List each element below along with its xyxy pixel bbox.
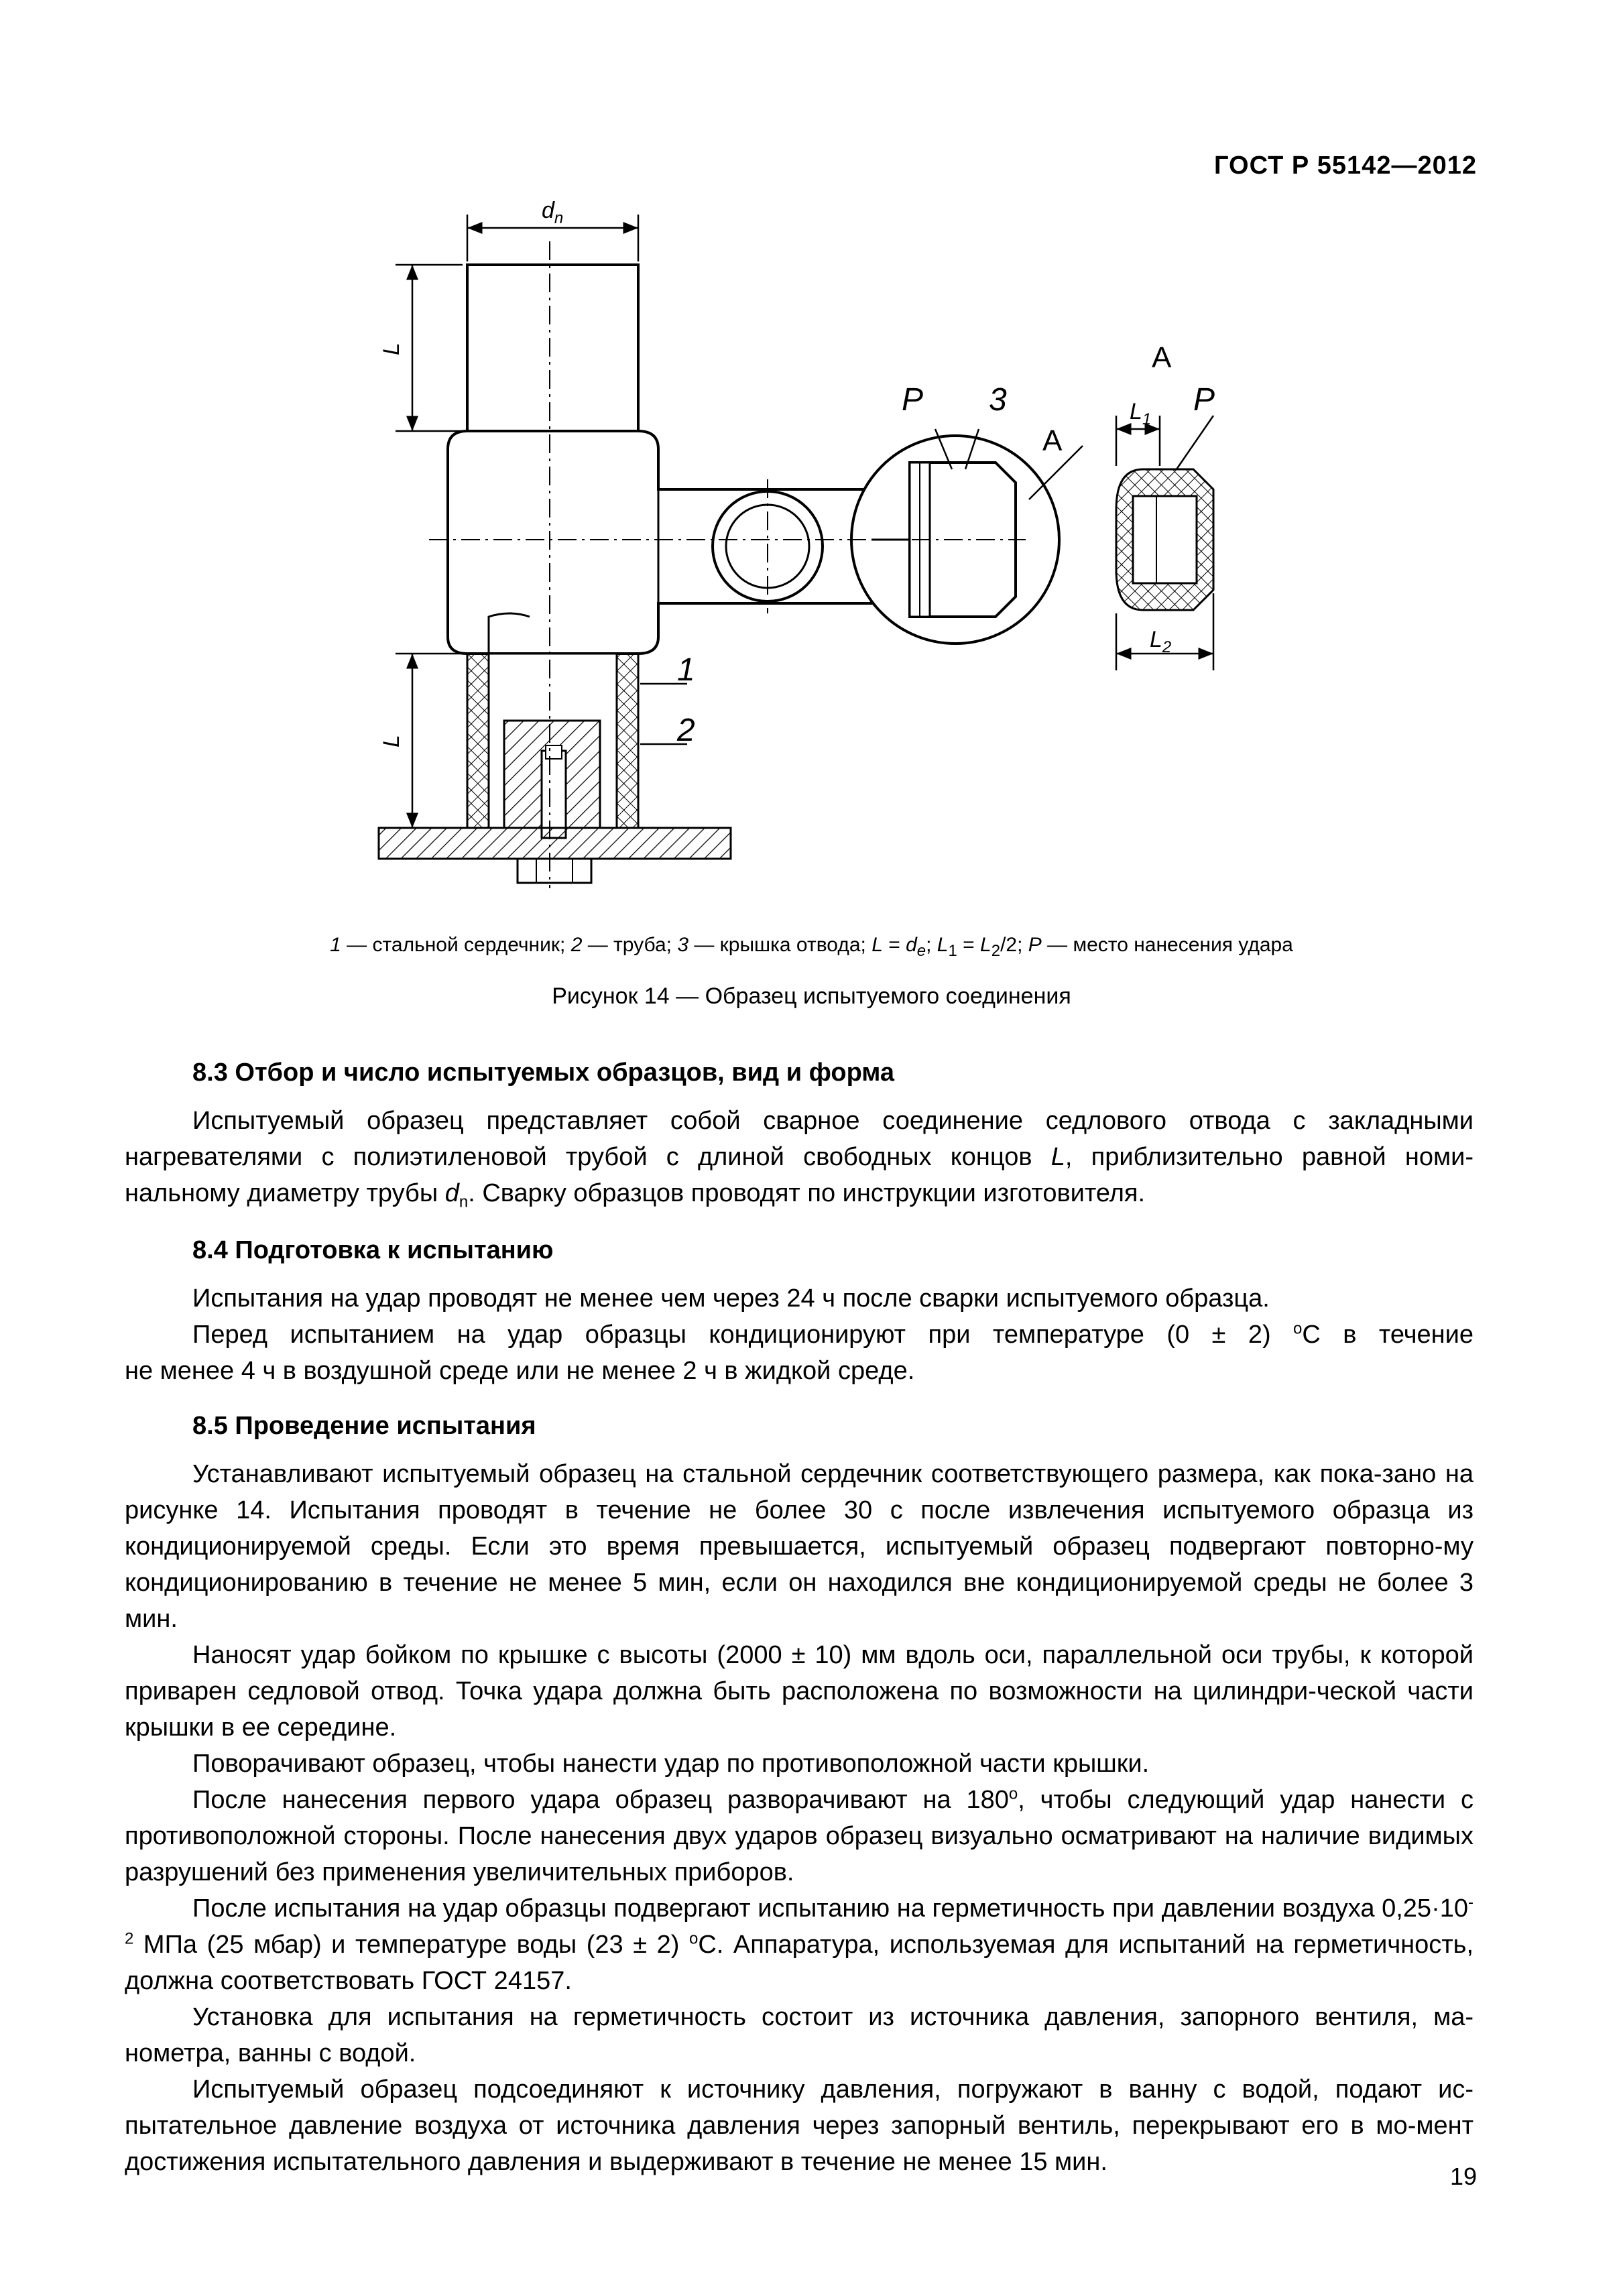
section-8-4 (125, 1232, 1474, 1389)
dim-L1-label: $L_1$ (1130, 399, 1152, 428)
label-A: A (1042, 424, 1063, 457)
paragraph-8-5-4: После нанесения первого удара образец разворачивают на $180^о$, чтобы следующий удар нанести с противоположной стороны. После нанесения двух ударов образец визуально осматривают на наличие видимых разрушений без применения увеличительных приборов. (125, 1785, 1474, 1886)
paragraph-8-4-1: Испытания на удар проводят не менее чем через 24 ч после сварки испытуемого образца. (192, 1284, 1270, 1313)
section-8-5 (125, 1408, 1474, 2180)
paragraph-8-5-1: Устанавливают испытуемый образец на стальной сердечник соответствующего размера, как пока-зано на рисунке 14. Испытания проводят в течение не более 30 с после извлечения испытуемого образца из кондиционируемой среды. Если это время превышается, испытуемый образец подвергают повторно-му кондиционированию в течение не менее 5 мин, если он находился вне кондиционируемой среды не более 3 мин. (125, 1460, 1474, 1633)
pipe-upper-section (467, 265, 638, 431)
dim-L2-label: $L_2$ (1150, 627, 1172, 656)
steel-core (504, 721, 600, 838)
paragraph-8-5-3: Поворачивают образец, чтобы нанести удар по противоположной части крышки. (192, 1750, 1150, 1778)
label-3: 3 (989, 382, 1007, 418)
paragraph-8-4-2: Перед испытанием на удар образцы кондиционируют при температуре (0 ± 2) $^о$С в течение не менее 4 ч в воздушной среде или не менее 2 ч в жидкой среде. (125, 1319, 1474, 1385)
detail-label-P: P (1193, 382, 1215, 418)
section-heading-8-5: 8.5 Проведение испытания (192, 1412, 536, 1440)
section-heading-8-4: 8.4 Подготовка к испытанию (192, 1236, 554, 1264)
paragraph-8-5-2: Наносят удар бойком по крышке с высоты (2000 ± 10) мм вдоль оси, параллельной оси трубы, к которой приварен седловой отвод. Точка удара должна быть расположена по возможности на цилиндри-ческой части крышки в ее середине. (125, 1641, 1474, 1742)
label-1: 1 (677, 652, 695, 688)
dim-dn-label: $d_n$ (542, 198, 564, 227)
section-8-3 (125, 1054, 1474, 1211)
figure-14-drawing (335, 194, 1260, 905)
label-2: 2 (677, 713, 695, 748)
figure-legend: 1 — стальной сердечник; 2 — труба; 3 — крышка отвода; $L = d_e$; $L_1 = L_2/2$; P — место нанесения удара (330, 934, 1293, 960)
base-plate (379, 828, 731, 883)
dim-L-lower-label: L (379, 735, 404, 747)
paragraph-8-5-6: Установка для испытания на герметичность состоит из источника давления, запорного вентиля, ма-нометра, ванны с водой. (125, 2003, 1474, 2067)
paragraph-8-5-5: После испытания на удар образцы подвергают испытанию на герметичность при давлении воздуха $0,25\cdot 10^{-2}$ МПа (25 мбар) и температуре воды (23 ± 2) $^о$С. Аппаратура, используемая для испытаний на герметичность, должна соответствовать ГОСТ 24157. (125, 1893, 1474, 1995)
detail-view-A (1116, 416, 1213, 670)
document-header: ГОСТ Р 55142—2012 (1214, 152, 1477, 180)
paragraph-8-3: Испытуемый образец представляет собой сварное соединение седлового отвода с закладными нагревателями с полиэтиленовой трубой с длиной свободных концов L, приблизительно равной номи- нальному диаметру трубы $d_n$. Сварку образцов проводят по инструкции изготовителя. (125, 1107, 1474, 1211)
paragraph-8-5-7: Испытуемый образец подсоединяют к источнику давления, погружают в ванну с водой, подают ис-пытательное давление воздуха от источника давления через запорный вентиль, перекрывают его в мо-мент достижения испытательного давления и выдерживают в течение не менее 15 мин. (125, 2075, 1474, 2176)
page-number: 19 (1449, 2163, 1477, 2190)
dim-L-upper-label: L (379, 343, 404, 355)
label-P: P (902, 382, 924, 418)
figure-title: Рисунок 14 — Образец испытуемого соединения (552, 983, 1071, 1009)
detail-title-A: A (1152, 341, 1172, 374)
section-heading-8-3: 8.3 Отбор и число испытуемых образцов, вид и форма (192, 1059, 895, 1087)
